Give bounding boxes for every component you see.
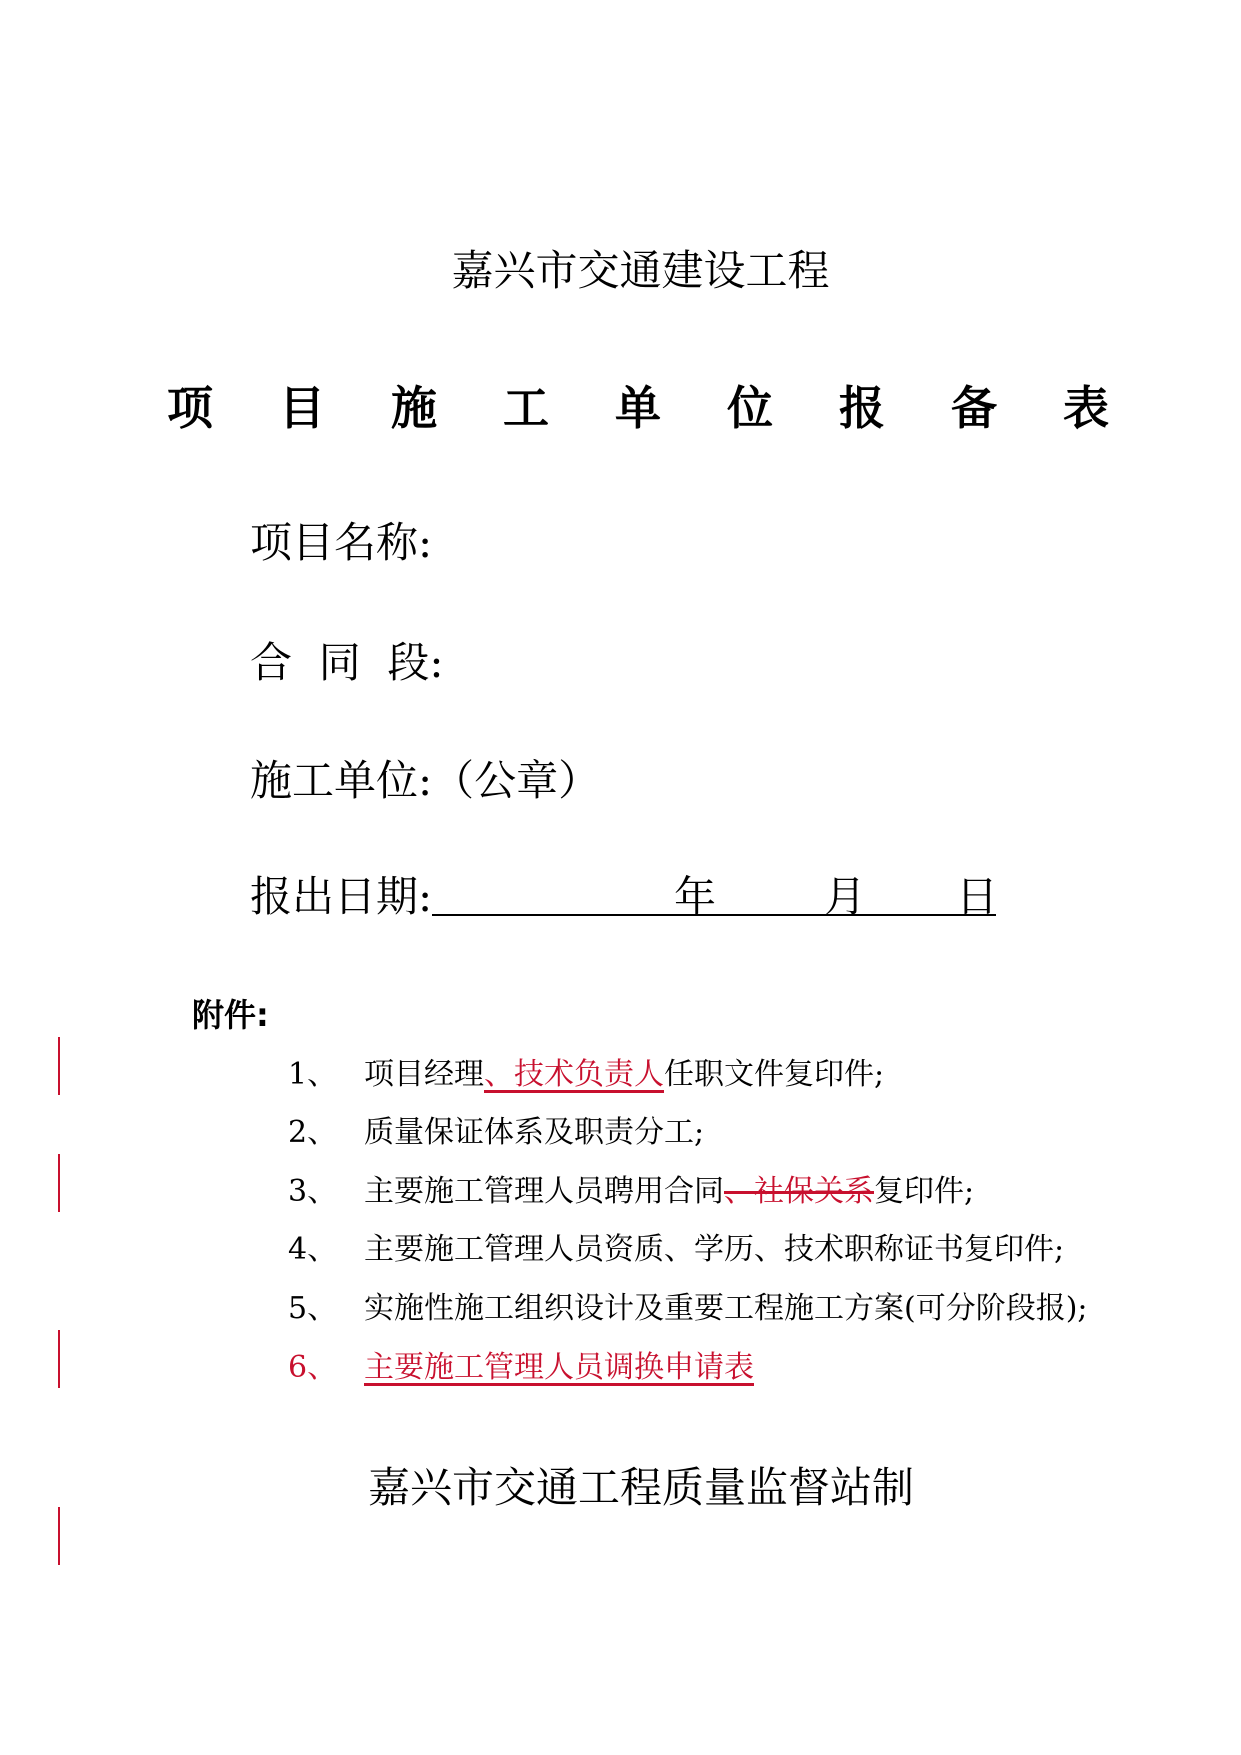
date-day-label: 日	[956, 872, 999, 921]
item-text: 主要施工管理人员聘用合同	[364, 1174, 724, 1209]
item-number: 2、	[288, 1115, 338, 1150]
issuer-footer: 嘉兴市交通工程质量监督站制	[368, 1463, 915, 1512]
revision-bar	[58, 1037, 60, 1095]
item-text: 质量保证体系及职责分工;	[364, 1115, 705, 1150]
item-number: 3、	[288, 1174, 338, 1209]
attachment-item	[288, 1049, 884, 1093]
organization-heading: 嘉兴市交通建设工程	[451, 246, 830, 295]
item-number: 5、	[288, 1291, 338, 1326]
revision-bar	[58, 1154, 60, 1212]
attachments-label: 附件:	[192, 996, 269, 1034]
attachment-item	[288, 1107, 704, 1151]
revision-bar	[58, 1507, 60, 1565]
contract-section-label: 合 同 段:	[250, 638, 444, 687]
item-text: 复印件;	[874, 1174, 975, 1209]
attachment-item	[288, 1224, 1064, 1268]
item-text: 主要施工管理人员资质、学历、技术职称证书复印件;	[364, 1232, 1065, 1267]
attachment-item	[288, 1166, 974, 1210]
revision-bar	[58, 1330, 60, 1388]
item-number: 1、	[288, 1057, 338, 1092]
attachment-item-inserted	[288, 1342, 754, 1386]
form-title: 项 目 施 工 单 位 报 备 表	[166, 381, 1135, 435]
item-text: 实施性施工组织设计及重要工程施工方案(可分阶段报);	[364, 1291, 1088, 1326]
item-number: 4、	[288, 1232, 338, 1267]
item-text: 主要施工管理人员调换申请表	[364, 1350, 754, 1385]
item-text: 任职文件复印件;	[664, 1057, 885, 1092]
inserted-text: 、技术负责人	[484, 1057, 664, 1092]
deleted-text: 、社保关系	[724, 1174, 874, 1209]
report-date-label: 报出日期:	[250, 872, 433, 921]
item-number: 6、	[288, 1350, 338, 1385]
date-month-label: 月	[824, 872, 867, 921]
attachment-item	[288, 1283, 1088, 1327]
contractor-label: 施工单位:（公章）	[250, 756, 601, 805]
date-year-label: 年	[674, 872, 717, 921]
item-text: 项目经理	[364, 1057, 484, 1092]
project-name-label: 项目名称:	[250, 518, 433, 567]
